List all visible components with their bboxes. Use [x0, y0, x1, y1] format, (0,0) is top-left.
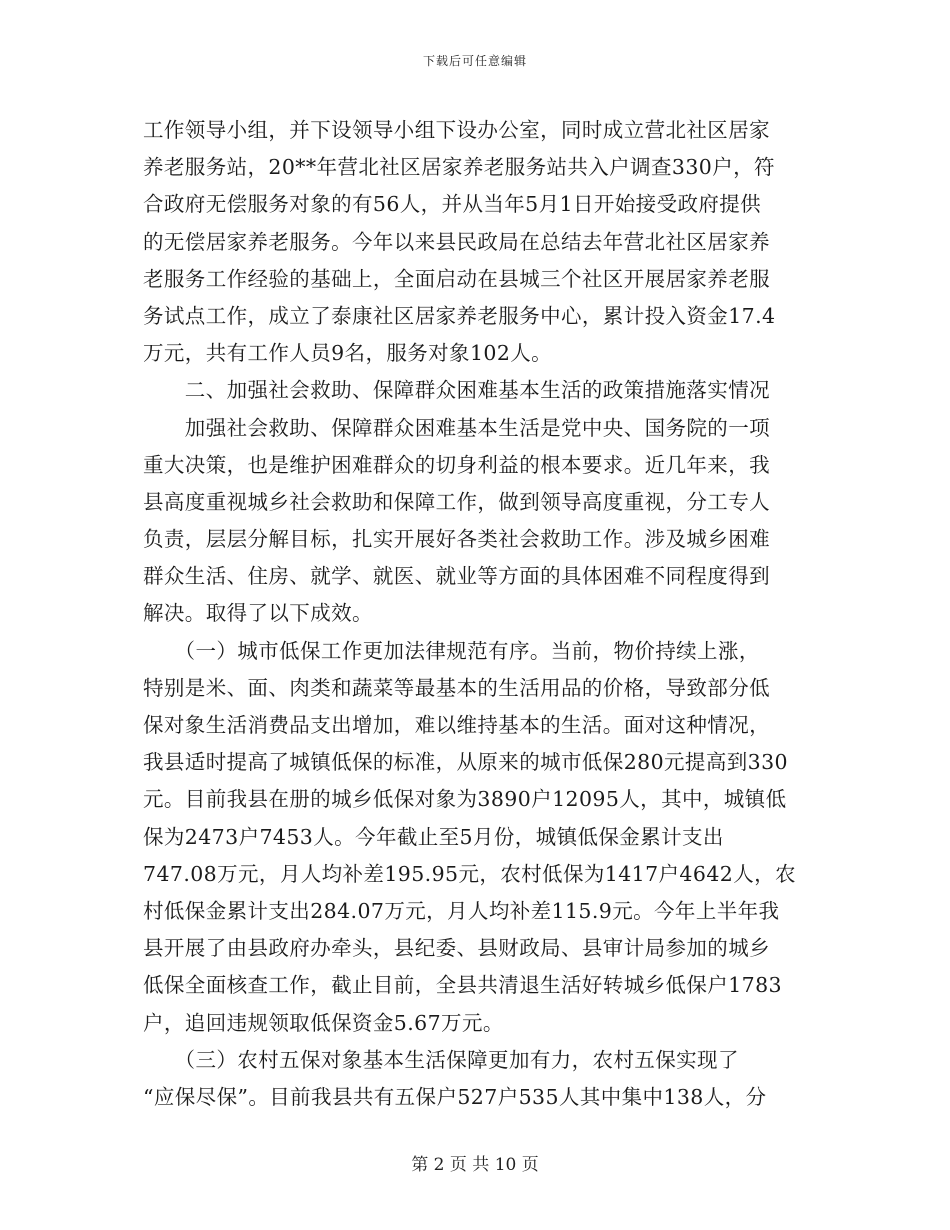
text-line: 解决。取得了以下成效。	[143, 601, 373, 626]
text-line: 负责，层层分解目标，扎实开展好各类社会救助工作。涉及城乡困难	[143, 527, 770, 552]
text-line: 元。目前我县在册的城乡低保对象为3890户12095人，其中，城镇低	[143, 787, 787, 812]
text-line: 务试点工作，成立了泰康社区居家养老服务中心，累计投入资金17.4	[143, 303, 776, 328]
text-line: 747.08万元，月人均补差195.95元，农村低保为1417户4642人，农	[143, 861, 796, 886]
text-line: 县高度重视城乡社会救助和保障工作，做到领导高度重视，分工专人	[143, 489, 770, 514]
text-line: 村低保金累计支出284.07万元，月人均补差115.9元。今年上半年我	[143, 898, 780, 923]
text-line: （一）城市低保工作更加法律规范有序。当前，物价持续上涨，	[143, 638, 760, 663]
text-line: 万元，共有工作人员9名，服务对象102人。	[143, 341, 553, 366]
page-footer: 第 2 页 共 10 页	[411, 1155, 539, 1175]
text-line: 群众生活、住房、就学、就医、就业等方面的具体困难不同程度得到	[143, 564, 770, 589]
text-line: 保对象生活消费品支出增加，难以维持基本的生活。面对这种情况，	[143, 713, 770, 737]
text-line: 保为2473户7453人。今年截止至5月份，城镇低保金累计支出	[143, 824, 724, 849]
text-line: 的无偿居家养老服务。今年以来县民政局在总结去年营北社区居家养	[143, 229, 770, 254]
text-line: 合政府无偿服务对象的有56人，并从当年5月1日开始接受政府提供	[143, 192, 762, 217]
text-line: 老服务工作经验的基础上，全面启动在县城三个社区开展居家养老服	[143, 266, 770, 291]
text-line: 户，追回违规领取低保资金5.67万元。	[143, 1010, 504, 1035]
text-line: 加强社会救助、保障群众困难基本生活是党中央、国务院的一项	[143, 415, 770, 440]
text-line: “应保尽保”。目前我县共有五保户527户535人其中集中138人，分	[143, 1084, 767, 1109]
text-line: 我县适时提高了城镇低保的标准，从原来的城市低保280元提高到330	[143, 750, 788, 775]
text-line: 低保全面核查工作，截止目前，全县共清退生活好转城乡低保户1783	[143, 973, 782, 998]
text-line: 县开展了由县政府办牵头，县纪委、县财政局、县审计局参加的城乡	[143, 936, 770, 961]
page-header: 下载后可任意编辑	[422, 54, 527, 68]
text-line: 重大决策，也是维护困难群众的切身利益的根本要求。近几年来，我	[143, 452, 770, 477]
text-line: 养老服务站，20**年营北社区居家养老服务站共入户调查330户，符	[143, 155, 775, 180]
text-line: 特别是米、面、肉类和蔬菜等最基本的生活用品的价格，导致部分低	[143, 675, 770, 700]
text-line: （三）农村五保对象基本生活保障更加有力，农村五保实现了	[143, 1047, 739, 1072]
text-line: 工作领导小组，并下设领导小组下设办公室，同时成立营北社区居家	[143, 118, 770, 142]
document-body	[143, 112, 807, 1116]
section-heading: 二、加强社会救助、保障群众困难基本生活的政策措施落实情况	[143, 378, 770, 403]
